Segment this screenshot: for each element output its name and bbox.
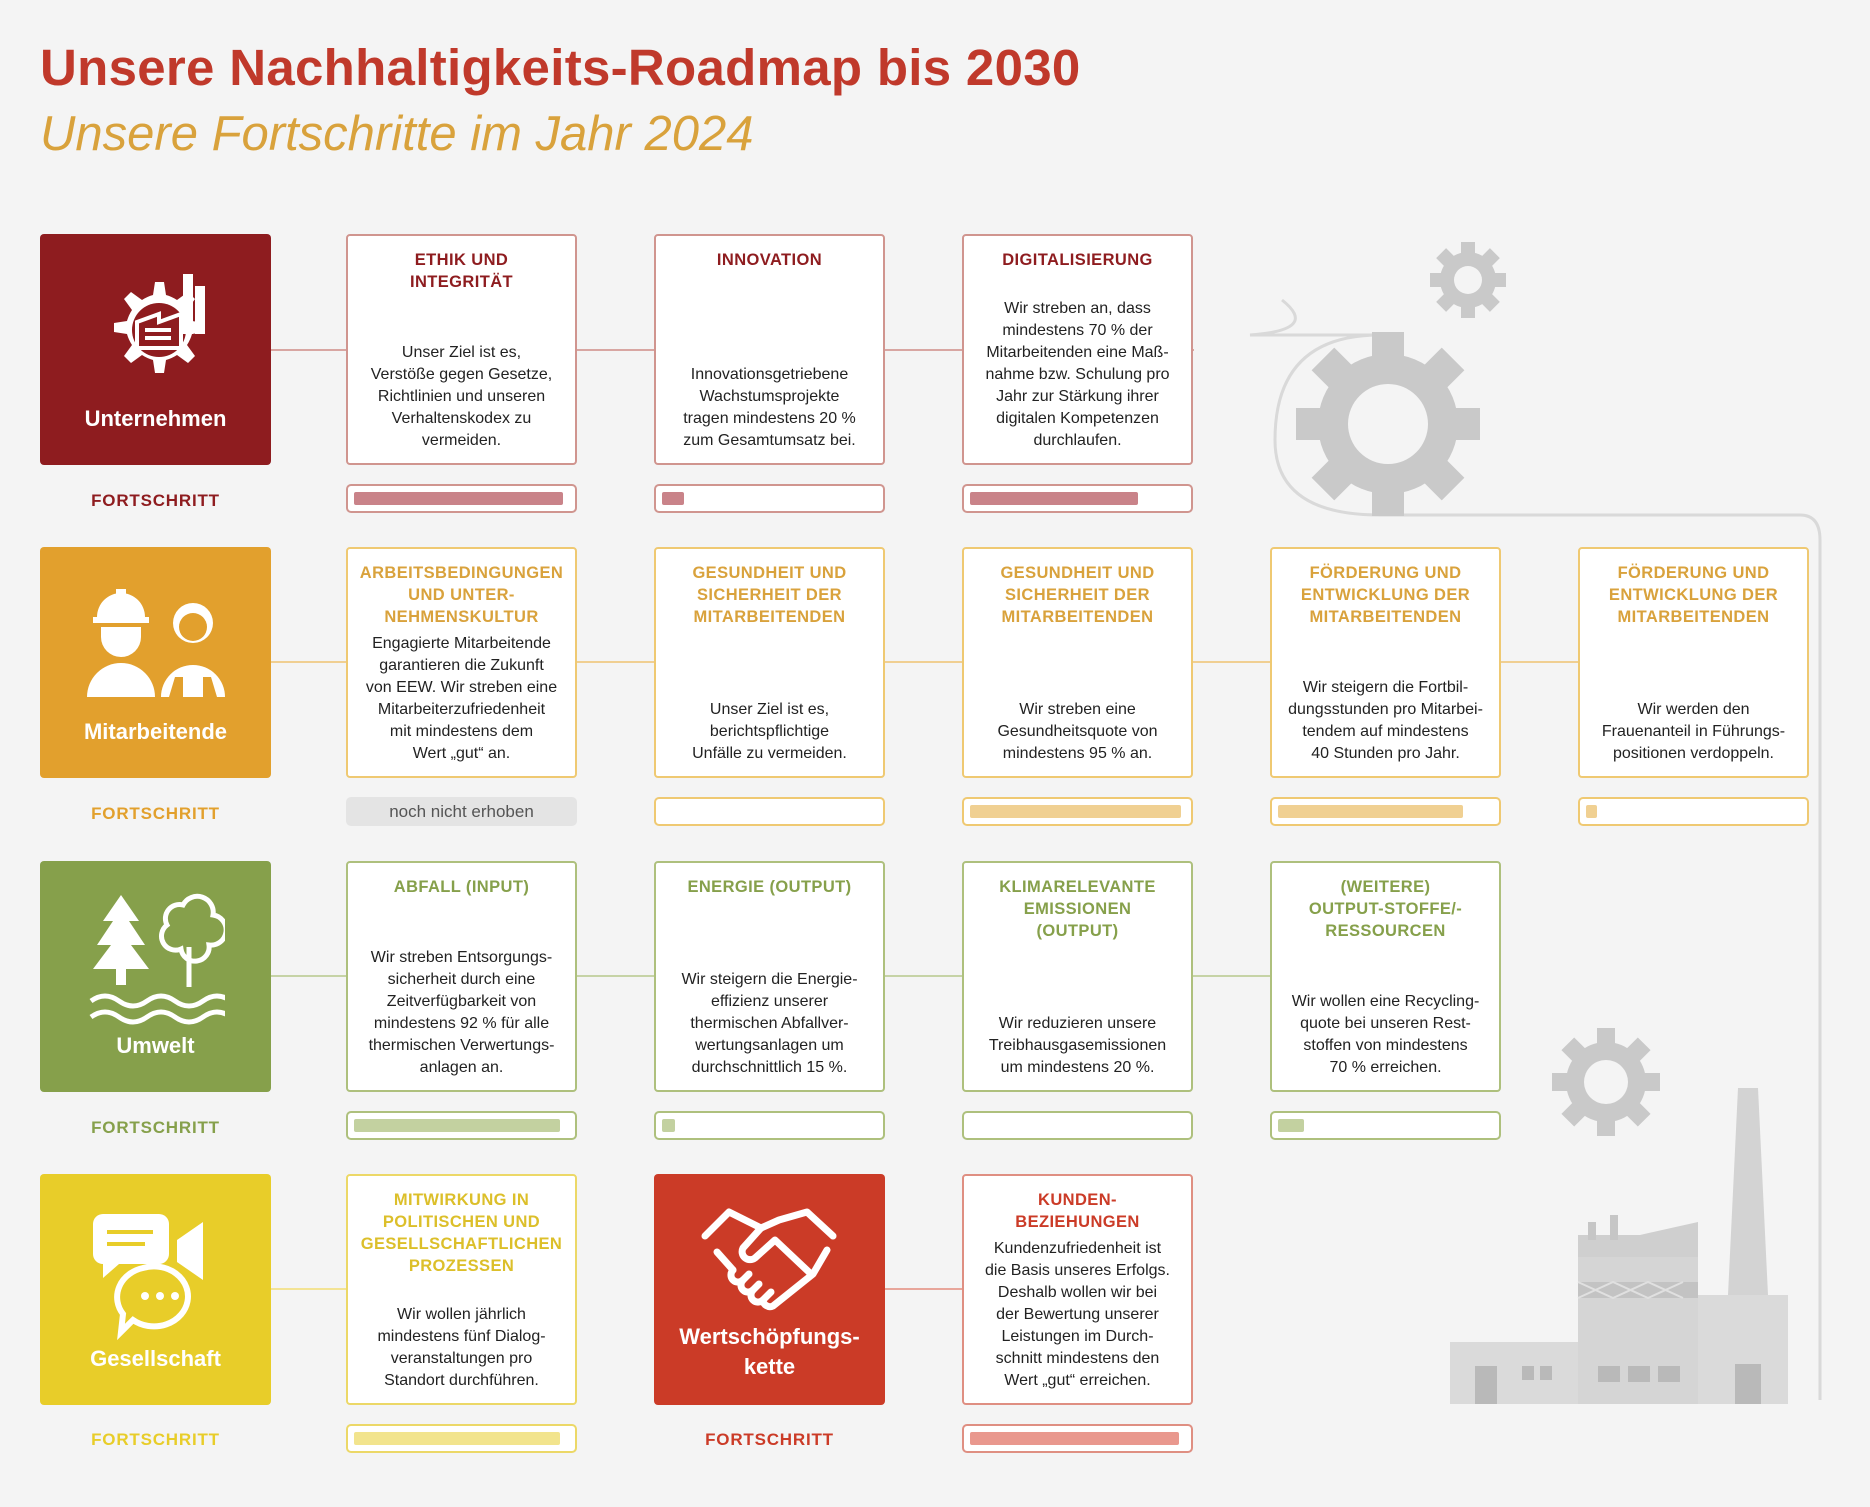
- goal-card: [1270, 547, 1501, 778]
- progress-bar-fill: [354, 1432, 560, 1445]
- goal-card: [346, 234, 577, 465]
- goal-card-title: ETHIK UND INTEGRITÄT: [410, 251, 513, 291]
- goal-card: [654, 547, 885, 778]
- goal-card-text: Kundenzufriedenheit ist die Basis unseres Erfolgs. Deshalb wollen wir bei der Bewertung unserer Leistungen im Durch- schnitt mindestens den Wert „gut“ erreichen.: [985, 1240, 1170, 1389]
- progress-bar: [1270, 1111, 1501, 1140]
- goal-card: [962, 234, 1193, 465]
- goal-card: [346, 547, 577, 778]
- progress-bar-fill: [662, 1119, 675, 1132]
- decoration-path: [1250, 300, 1820, 1400]
- goal-card-text: Wir streben eine Gesundheitsquote von mindestens 95 % an.: [997, 701, 1158, 762]
- progress-bar-fill: [1278, 1119, 1304, 1132]
- goal-card-text: Wir wollen jährlich mindestens fünf Dialog- veranstaltungen pro Standort durchführen.: [377, 1306, 546, 1389]
- progress-label: FORTSCHRITT: [91, 1118, 220, 1137]
- category-wertschoepfungskette: [654, 1174, 885, 1405]
- goal-card: [1270, 861, 1501, 1092]
- goal-card-title: ENERGIE (OUTPUT): [687, 878, 852, 896]
- progress-bar: [346, 1111, 577, 1140]
- goal-card-title: FÖRDERUNG UND ENTWICKLUNG DER MITARBEITENDEN: [1300, 564, 1471, 626]
- goal-card-title: KUNDEN- BEZIEHUNGEN: [1015, 1191, 1140, 1231]
- progress-bar: [1578, 797, 1809, 826]
- gear-icon: [1258, 294, 1518, 554]
- progress-bar: [962, 484, 1193, 513]
- progress-bar-fill: [662, 492, 684, 505]
- goal-card-text: Wir werden den Frauenanteil in Führungs- positionen verdoppeln.: [1601, 701, 1786, 762]
- connector-line: [270, 1288, 350, 1290]
- subtitle: Unsere Fortschritte im Jahr 2024: [40, 107, 754, 161]
- goal-card-text: Wir streben an, dass mindestens 70 % der Mitarbeitenden eine Maß- nahme bzw. Schulung pro Jahr zur Stärkung ihrer digitalen Kompetenzen durchlaufen.: [985, 300, 1170, 449]
- progress-label: FORTSCHRITT: [91, 804, 220, 823]
- progress-label: FORTSCHRITT: [705, 1430, 834, 1449]
- connector-line: [885, 1288, 965, 1290]
- goal-card-title: FÖRDERUNG UND ENTWICKLUNG DER MITARBEITENDEN: [1608, 564, 1779, 626]
- progress-bar: [654, 1111, 885, 1140]
- progress-bar: [654, 797, 885, 826]
- progress-bar-fill: [1278, 805, 1463, 818]
- progress-bar-fill: [1586, 805, 1597, 818]
- goal-card-text: Wir reduzieren unsere Treibhausgasemissionen um mindestens 20 %.: [988, 1015, 1167, 1076]
- goal-card: [962, 861, 1193, 1092]
- gear-icon: [1530, 1006, 1683, 1159]
- progress-bar: [962, 1111, 1193, 1140]
- goal-card-text: Wir wollen eine Recycling- quote bei unseren Rest- stoffen von mindestens 70 % erreichen.: [1291, 993, 1480, 1076]
- category-label: Umwelt: [116, 1033, 195, 1058]
- category-gesellschaft: [40, 1174, 271, 1405]
- speech-bubbles-icon: [85, 1204, 225, 1344]
- gear-factory-icon: [85, 264, 225, 404]
- goal-card-text: Wir streben Entsorgungs- sicherheit durch eine Zeitverfügbarkeit von mindestens 92 % für alle thermischen Verwertungs- anlagen an.: [368, 949, 555, 1076]
- goal-card: [346, 1174, 577, 1405]
- progress-bar: [346, 1424, 577, 1453]
- goal-card: [654, 861, 885, 1092]
- category-label: Unternehmen: [84, 406, 227, 431]
- progress-bar: [962, 1424, 1193, 1453]
- goal-card-title: ABFALL (INPUT): [393, 878, 530, 896]
- workers-icon: [65, 577, 245, 717]
- goal-card-text: Engagierte Mitarbeitende garantieren die Zukunft von EEW. Wir streben eine Mitarbeiterzufriedenheit mit mindestens dem Wert „gut“ an.: [365, 635, 558, 762]
- goal-card-text: Innovationsgetriebene Wachstumsprojekte tragen mindestens 20 % zum Gesamtumsatz bei.: [683, 366, 856, 449]
- trees-water-icon: [85, 891, 225, 1031]
- goal-card-title: KLIMARELEVANTE EMISSIONEN (OUTPUT): [999, 878, 1156, 940]
- category-mitarbeitende: [40, 547, 271, 778]
- goal-card-text: Unser Ziel ist es, berichtspflichtige Unfälle zu vermeiden.: [692, 701, 847, 762]
- goal-card-title: INNOVATION: [716, 251, 823, 269]
- goal-card: [962, 547, 1193, 778]
- progress-bar: [1270, 797, 1501, 826]
- goal-card-title: GESUNDHEIT UND SICHERHEIT DER MITARBEITENDEN: [692, 564, 847, 626]
- progress-label: FORTSCHRITT: [91, 491, 220, 510]
- category-label: Gesellschaft: [90, 1346, 221, 1371]
- goal-card: [654, 234, 885, 465]
- goal-card-title: (WEITERE) OUTPUT-STOFFE/- RESSOURCEN: [1308, 878, 1463, 940]
- progress-bar: [654, 484, 885, 513]
- progress-bar-fill: [354, 1119, 560, 1132]
- goal-card-text: Wir steigern die Energie- effizienz unserer thermischen Abfallver- wertungsanlagen um durchschnittlich 15 %.: [681, 971, 858, 1076]
- title: Unsere Nachhaltigkeits-Roadmap bis 2030: [40, 39, 1081, 96]
- progress-bar-fill: [970, 1432, 1179, 1445]
- category-unternehmen: [40, 234, 271, 465]
- goal-card-text: Unser Ziel ist es, Verstöße gegen Gesetze, Richtlinien und unseren Verhaltenskodex zu vermeiden.: [370, 344, 553, 449]
- progress-bar: [346, 484, 577, 513]
- goal-card: [1578, 547, 1809, 778]
- goal-card: [962, 1174, 1193, 1405]
- progress-bar-fill: [970, 492, 1138, 505]
- goal-card-text: Wir steigern die Fortbil- dungsstunden pro Mitarbei- tendem auf mindestens 40 Stunden pro Jahr.: [1288, 679, 1483, 762]
- goal-card-title: GESUNDHEIT UND SICHERHEIT DER MITARBEITENDEN: [1000, 564, 1155, 626]
- goal-card-title: DIGITALISIERUNG: [1002, 251, 1153, 269]
- category-label: Mitarbeitende: [83, 719, 228, 744]
- progress-bar: [962, 797, 1193, 826]
- goal-card-title: MITWIRKUNG IN POLITISCHEN UND GESELLSCHAFTLICHEN PROZESSEN: [360, 1191, 563, 1275]
- goal-card-title: ARBEITSBEDINGUNGEN UND UNTER- NEHMENSKULTUR: [359, 564, 564, 626]
- handshake-icon: [699, 1190, 839, 1330]
- category-umwelt: [40, 861, 271, 1092]
- category-label: Wertschöpfungs- kette: [679, 1324, 860, 1379]
- progress-bar-fill: [354, 492, 563, 505]
- progress-label: FORTSCHRITT: [91, 1430, 220, 1449]
- progress-bar-fill: [970, 805, 1181, 818]
- goal-card: [346, 861, 577, 1092]
- gear-icon: [1414, 226, 1521, 333]
- progress-not-collected: noch nicht erhoben: [346, 797, 577, 826]
